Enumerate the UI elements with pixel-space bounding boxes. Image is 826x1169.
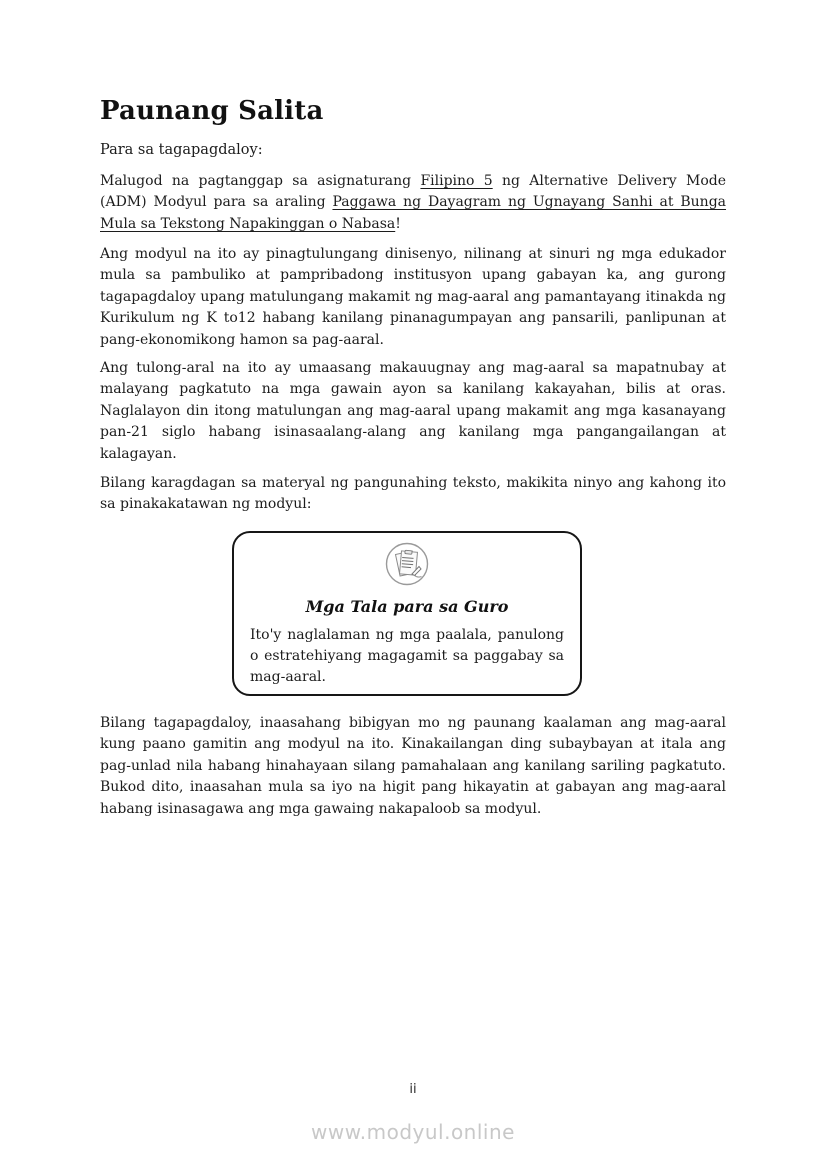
paragraph-learning-aid: Ang tulong-aral na ito ay umaasang makauugnay ang mag-aaral sa mapatnubay at malayang pagkatuto na mga gawain ayon sa kanilang kakayahan, bilis at oras. Naglalayon din itong matulungan ang mag-aaral upang makamit ang mga kasanayang pan-21 siglo habang isinasaalang-alang ang kanilang mga pangangailangan at kalagayan. — [100, 360, 726, 462]
paragraph-module-design: Ang modyul na ito ay pinagtulungang dinisenyo, nilinang at sinuri ng mga edukador mula sa pambuliko at pampribadong institusyon upang gabayan ka, ang gurong tagapagdaloy upang matulungang makamit ng mag-aaral ang pamantayang itinakda ng Kurikulum ng K to12 habang kanilang pinanagumpayan ang pansarili, panlipunan at pang-ekonomikong hamon sa pag-aaral. — [100, 246, 726, 348]
note-box-title: Mga Tala para sa Guro — [305, 597, 509, 616]
teacher-note-box — [232, 531, 582, 696]
paragraph-box-intro: Bilang karagdagan sa materyal ng pangunahing teksto, makikita ninyo ang kahong ito sa pinakakatawan ng modyul: — [100, 475, 726, 513]
page-number: ii — [409, 1082, 417, 1097]
clipboard-pen-icon — [384, 541, 430, 587]
lesson-title-underlined: Paggawa ng Dayagram ng Ugnayang Sanhi at Bunga Mula sa Tekstong Napakinggan o Nabasa — [100, 194, 727, 232]
note-box-body: Ito'y naglalaman ng mga paalala, panulong o estratehiyang magagamit sa paggabay sa mag-aaral. — [250, 627, 564, 685]
intro-segment-2: ng Alternative Delivery Mode (ADM) Modyul para sa araling — [100, 173, 727, 211]
intro-segment-1: Malugod na pagtanggap sa asignaturang — [100, 173, 421, 189]
page-title: Paunang Salita — [100, 96, 324, 126]
intro-paragraph — [100, 171, 726, 235]
paragraph-facilitator-duty: Bilang tagapagdaloy, inaasahang bibigyan mo ng paunang kaalaman ang mag-aaral kung paano gamitin ang modyul na ito. Kinakailangan ding subaybayan at itala ang pag-unlad nila habang hinahayaan silang pamahalaan ang kanilang sariling pagkatuto. Bukod dito, inaasahan mula sa iyo na higit pang hikayatin at gabayan ang mag-aaral habang isinasagawa ang mga gawaing nakapaloob sa modyul. — [100, 715, 726, 817]
salutation-line: Para sa tagapagdaloy: — [100, 142, 263, 158]
subject-title-underlined: Filipino 5 — [420, 173, 493, 189]
watermark-text: www.modyul.online — [311, 1120, 515, 1144]
content-column — [100, 0, 726, 1169]
intro-segment-3: ! — [395, 215, 401, 232]
